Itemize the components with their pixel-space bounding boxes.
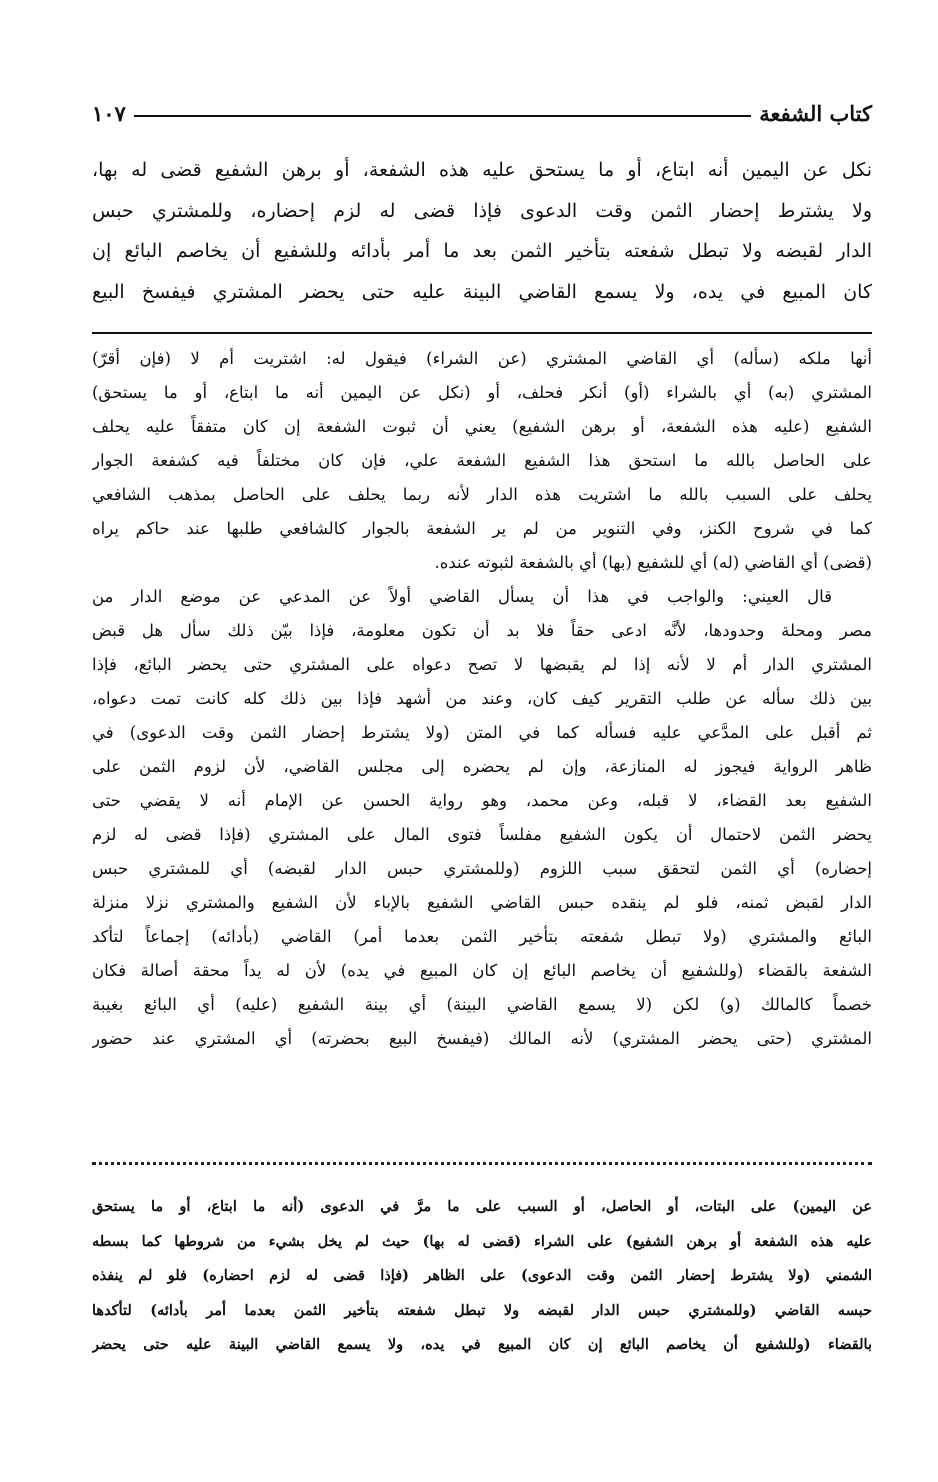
page-header [92,84,872,124]
footnote-line: حبسه القاضي (وللمشتري حبس الدار لقبضه ولا تبطل شفعته بتأخير الثمن بعدما أمر بأدائه) لتأكدها [92,1301,872,1319]
commentary-line: ظاهر الرواية فيجوز له المنازعة، وإن لم يحضره إلى مجلس القاضي، لأن لزوم الثمن على [92,757,872,776]
commentary-line: أنها ملكه (سأله) أي القاضي المشتري (عن الشراء) فيقول له: اشتريت أم لا (فإن أقرّ) [92,349,872,368]
main-line: كان المبيع في يده، ولا يسمع القاضي البينة عليه حتى يحضر المشتري فيفسخ البيع [92,280,872,303]
commentary-line: البائع والمشتري (ولا تبطل شفعته بتأخير الثمن بعدما أمر) القاضي (بأدائه) إجماعاً لتأكد [92,927,872,946]
commentary-line: المشتري الدار أم لا لأنه إذا لم يقبضها لا تصح دعواه على المشتري حتى يحضر البائع، فإذا [92,655,872,674]
chapter-title: كتاب الشفعة [759,101,872,126]
footnote-divider [92,1162,872,1177]
commentary-line: بين ذلك سأله عن طلب التقرير كيف كان، وعند من أشهد فإذا بين ذلك كله كانت تمت دعواه، [92,689,872,708]
commentary-line: على الحاصل بالله ما استحق هذا الشفيع الشفعة علي، فإن كان مختلفاً فيه كشفعة الجوار [92,451,872,470]
commentary-line: الدار لقبض ثمنه، فلو لم ينقده حبس القاضي الشفيع بالإباء لأن الشفيع والمشتري نزلا منزلة [92,893,872,912]
commentary-line: الشفيع (عليه هذه الشفعة، أو برهن الشفيع) يعني أن ثبوت الشفعة إن كان متفقاً عليه يحلف [92,417,872,436]
footnote-line: عن اليمين) على البتات، أو الحاصل، أو السبب على ما مرَّ في الدعوى (أنه ما ابتاع، أو ما يستحق [92,1198,872,1215]
commentary-line: كما في شروح الكنز، وفي التنوير من لم ير الشفعة بالجوار كالشافعي طلبها عند حاكم يراه [92,519,872,538]
header-rule [134,115,751,117]
commentary-line: ثم أقبل على المدَّعي عليه فسأله كما في المتن (ولا يشترط إحضار الثمن وقت الدعوى) في [92,723,872,742]
footnote-line: عليه هذه الشفعة أو برهن الشفيع) على الشراء (قضى له بها) حيث لم يخل بشيء من شروطها كما بسطه [92,1232,872,1250]
commentary-line: المشتري (حتى يحضر المشتري) لأنه المالك (فيفسخ البيع بحضرته) أي المشتري عند حضور [92,1029,872,1048]
footnote [92,1190,872,1363]
page-number: ١٠٧ [92,101,126,126]
commentary-line: مصر ومحلة وحدودها، لأنَّه ادعى حقاً فلا بد أن تكون معلومة، فإذا بيّن ذلك سأل هل قبض [92,621,872,640]
commentary [92,342,872,1056]
commentary-line: يحلف على السبب بالله ما اشتريت هذه الدار لأنه ربما يحلف على الحاصل بمذهب الشافعي [92,485,872,504]
footnote-line: الشمني (ولا يشترط إحضار الثمن وقت الدعوى) على الظاهر (فإذا قضى له لزم احضاره) فلو لم ينفذه [92,1267,872,1284]
main-line: نكل عن اليمين أنه ابتاع، أو ما يستحق عليه هذه الشفعة، أو برهن الشفيع قضى له بها، [92,159,872,181]
commentary-line: (قضى) أي القاضي (له) أي للشفيع (بها) أي بالشفعة لثبوته عنده. [434,553,872,572]
commentary-line: الشفيع بعد القضاء، لا قبله، وعن محمد، وهو رواية الحسن عن الإمام أنه لا يقضي حتى [92,791,872,810]
commentary-line: إحضاره) أي الثمن لتحقق سبب اللزوم (وللمشتري حبس الدار لقبضه) أي للمشتري حبس [92,859,872,878]
commentary-line: الشفعة بالقضاء (وللشفيع أن يخاصم البائع إن كان المبيع في يده) لأن له يداً محقة أصالة فكان [92,961,872,980]
commentary-line: قال العيني: والواجب في هذا أن يسأل القاضي أولاً عن المدعي عن موضع الدار من [92,587,832,606]
main-text [92,150,872,312]
commentary-line: خصماً كالمالك (و) لكن (لا يسمع القاضي البينة) أي بينة الشفيع (عليه) أي البائع بغيبة [92,995,872,1014]
main-line: ولا يشترط إحضار الثمن وقت الدعوى فإذا قضى له لزم إحضاره، وللمشتري حبس [92,199,872,222]
commentary-line: المشتري (به) أي بالشراء (أو) أنكر فحلف، أو (نكل عن اليمين أنه ما ابتاع، أو ما يستحق) [92,383,872,402]
main-line: الدار لقبضه ولا تبطل شفعته بتأخير الثمن بعد ما أمر بأدائه وللشفيع أن يخاصم البائع إن [92,240,872,262]
section-divider [92,332,872,334]
footnote-line: بالقضاء (وللشفيع أن يخاصم البائع إن كان المبيع في يده، ولا يسمع القاضي البينة عليه حتى يحضر [92,1336,872,1353]
commentary-line: يحضر الثمن لاحتمال أن يكون الشفيع مفلساً فتوى المال على المشتري (فإذا قضى له لزم [92,825,872,844]
